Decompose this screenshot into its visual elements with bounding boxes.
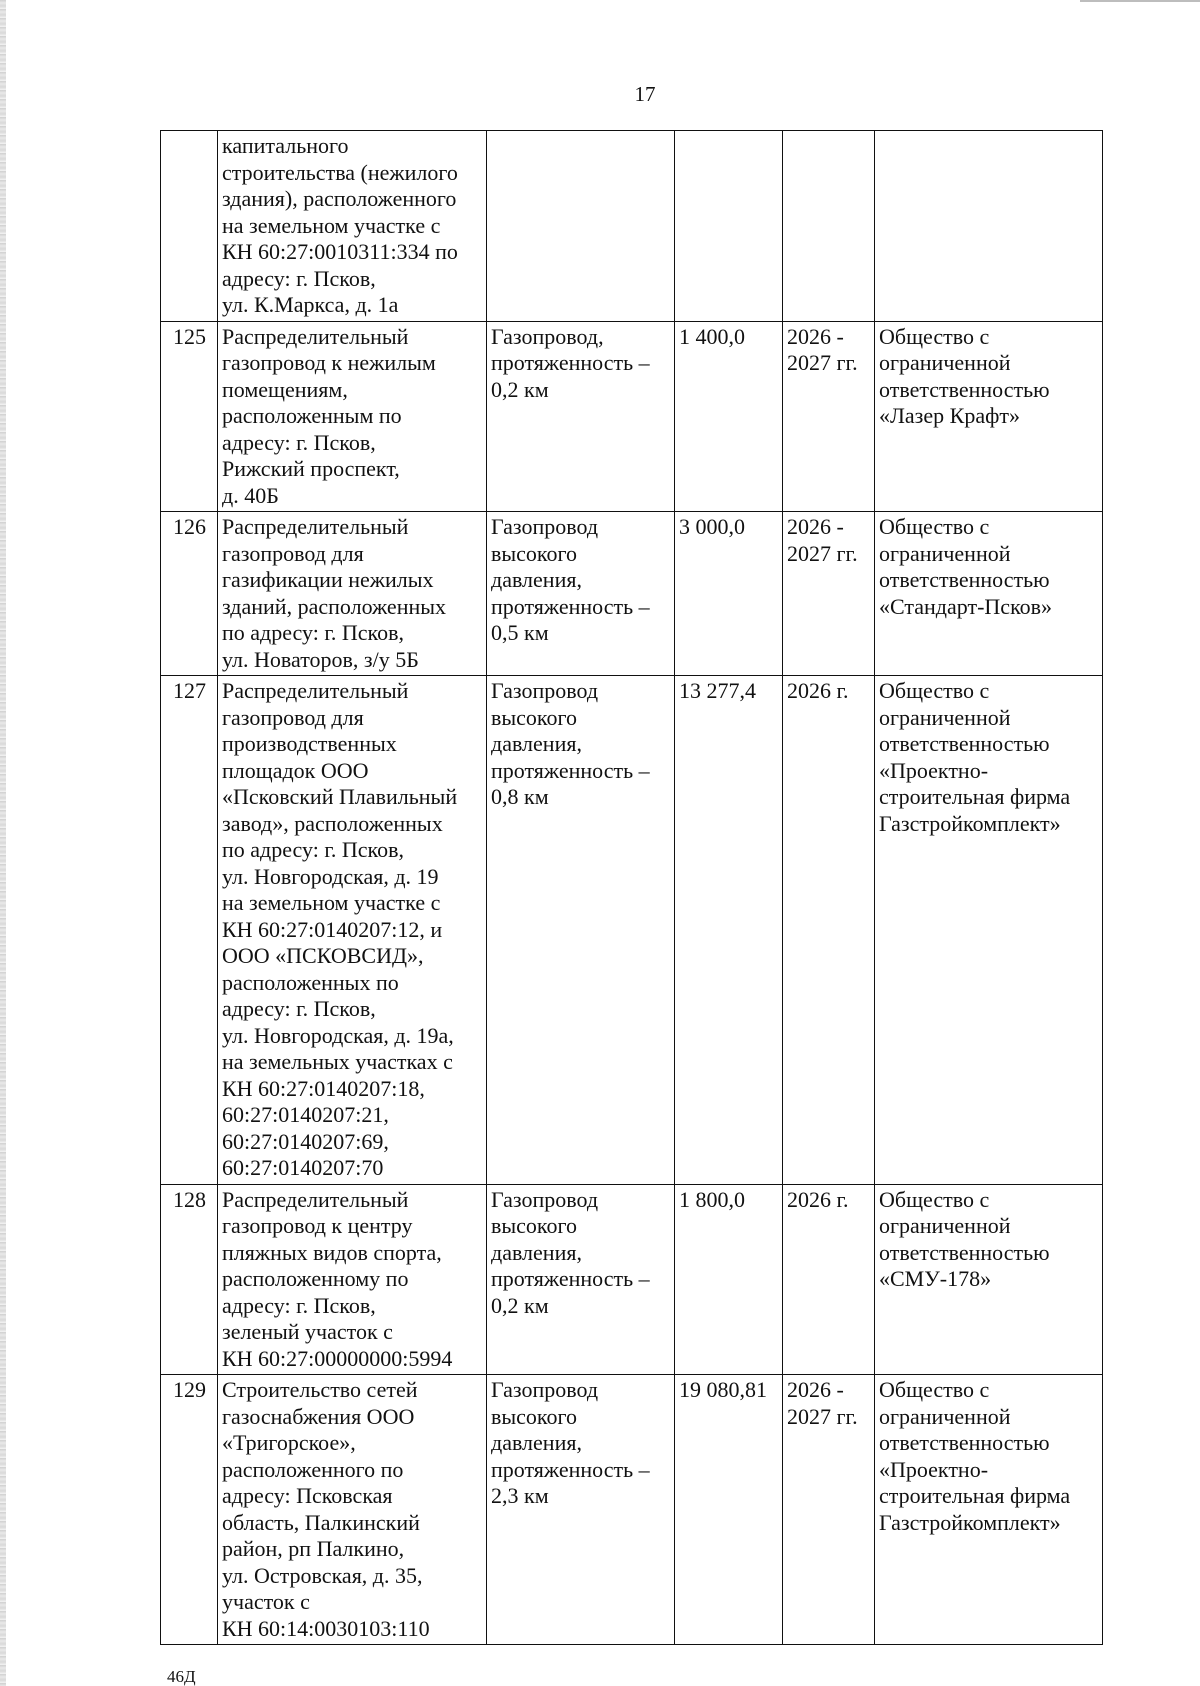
row-number-cell: 129 (161, 1375, 218, 1645)
page-number: 17 (634, 82, 656, 106)
table-row (161, 1375, 1103, 1645)
footer-document-code: 46Д (167, 1667, 196, 1686)
characteristics-cell: Газопровод, протяженность – 0,2 км (487, 321, 675, 512)
cost-cell: 1 400,0 (675, 321, 783, 512)
object-name-cell: Распределительный газопровод к нежилым помещениям, расположенным по адресу: г. Псков, Рижский проспект, д. 40Б (218, 321, 487, 512)
cost-cell (675, 131, 783, 322)
investment-table (160, 130, 1103, 1645)
row-number-cell: 126 (161, 512, 218, 676)
period-cell: 2026 - 2027 гг. (783, 512, 875, 676)
object-name-cell: Распределительный газопровод для газификации нежилых зданий, расположенных по адресу: г. Псков, ул. Новаторов, з/у 5Б (218, 512, 487, 676)
period-cell: 2026 - 2027 гг. (783, 321, 875, 512)
characteristics-cell: Газопровод высокого давления, протяженность – 2,3 км (487, 1375, 675, 1645)
period-cell: 2026 г. (783, 1184, 875, 1375)
characteristics-cell (487, 131, 675, 322)
cost-cell: 1 800,0 (675, 1184, 783, 1375)
scan-corner-mark (1080, 0, 1200, 2)
cost-cell: 19 080,81 (675, 1375, 783, 1645)
executor-cell: Общество с ограниченной ответственностью «Проектно- строительная фирма Газстройкомплект» (875, 1375, 1103, 1645)
executor-cell: Общество с ограниченной ответственностью «Проектно- строительная фирма Газстройкомплект» (875, 676, 1103, 1185)
row-number-cell: 128 (161, 1184, 218, 1375)
cost-cell: 13 277,4 (675, 676, 783, 1185)
row-number-cell: 125 (161, 321, 218, 512)
executor-cell: Общество с ограниченной ответственностью «Стандарт-Псков» (875, 512, 1103, 676)
table-row (161, 512, 1103, 676)
period-cell: 2026 - 2027 гг. (783, 1375, 875, 1645)
table-row (161, 676, 1103, 1185)
table-row (161, 131, 1103, 322)
object-name-cell: Строительство сетей газоснабжения ООО «Тригорское», расположенного по адресу: Псковская область, Палкинский район, рп Палкино, ул. Островская, д. 35, участок с КН 60:14:0030103:110 (218, 1375, 487, 1645)
table-row (161, 321, 1103, 512)
row-number-cell (161, 131, 218, 322)
executor-cell (875, 131, 1103, 322)
characteristics-cell: Газопровод высокого давления, протяженность – 0,2 км (487, 1184, 675, 1375)
object-name-cell: Распределительный газопровод для производственных площадок ООО «Псковский Плавильный завод», расположенных по адресу: г. Псков, ул. Новгородская, д. 19 на земельном участке с КН 60:27:0140207:12, и ООО «ПСКОВСИД», расположенных по адресу: г. Псков, ул. Новгородская, д. 19а, на земельных участках с КН 60:27:0140207:18, 60:27:0140207:21, 60:27:0140207:69, 60:27:0140207:70 (218, 676, 487, 1185)
characteristics-cell: Газопровод высокого давления, протяженность – 0,8 км (487, 676, 675, 1185)
row-number-cell: 127 (161, 676, 218, 1185)
period-cell: 2026 г. (783, 676, 875, 1185)
scan-edge (0, 0, 6, 1686)
executor-cell: Общество с ограниченной ответственностью «Лазер Крафт» (875, 321, 1103, 512)
period-cell (783, 131, 875, 322)
cost-cell: 3 000,0 (675, 512, 783, 676)
executor-cell: Общество с ограниченной ответственностью «СМУ-178» (875, 1184, 1103, 1375)
object-name-cell: Распределительный газопровод к центру пляжных видов спорта, расположенному по адресу: г. Псков, зеленый участок с КН 60:27:00000000:5994 (218, 1184, 487, 1375)
table-row (161, 1184, 1103, 1375)
characteristics-cell: Газопровод высокого давления, протяженность – 0,5 км (487, 512, 675, 676)
object-name-cell: капитального строительства (нежилого здания), расположенного на земельном участке с КН 60:27:0010311:334 по адресу: г. Псков, ул. К.Маркса, д. 1а (218, 131, 487, 322)
